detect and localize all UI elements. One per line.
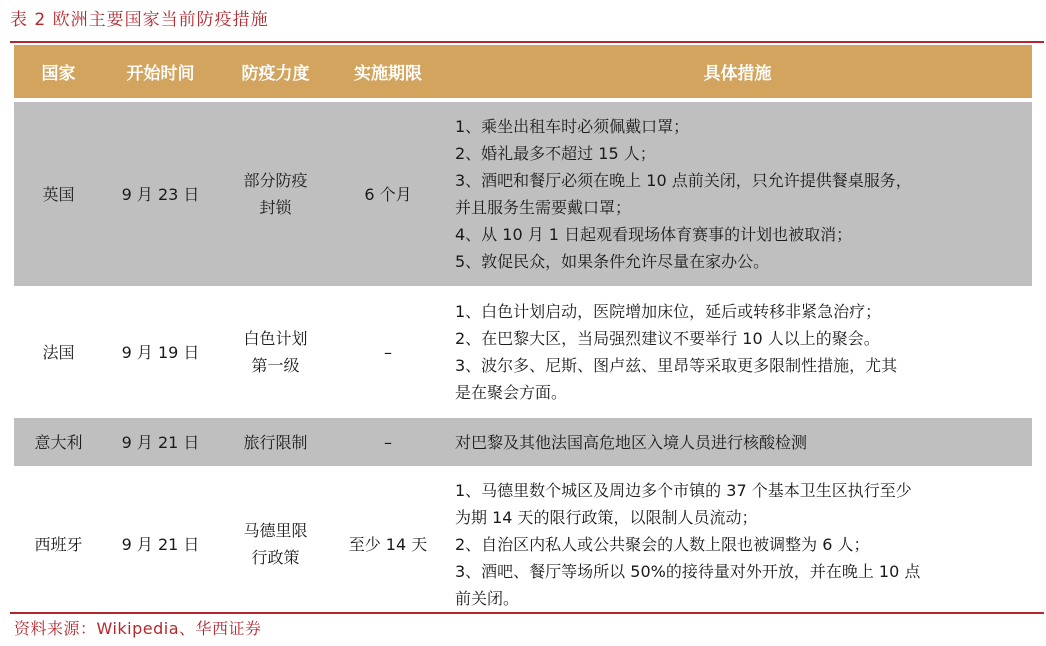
table-title: 表 2 欧洲主要国家当前防疫措施 [10,10,269,30]
cell-country: 法国 [42,342,75,362]
cell-period: 6 个月 [364,184,412,204]
header-level: 防疫力度 [241,64,310,84]
table-row [14,290,1032,414]
cell-country: 西班牙 [34,534,83,554]
cell-period: – [384,432,392,452]
cell-country: 意大利 [34,432,83,452]
cell-start: 9 月 21 日 [121,432,200,452]
table-row [14,418,1032,466]
source-note: 资料来源：Wikipedia、华西证券 [14,619,262,638]
cell-period: – [384,342,392,362]
header-start-time: 开始时间 [126,64,195,84]
cell-level: 白色计划 第一级 [243,329,308,375]
cell-measures: 1、马德里数个城区及周边多个市镇的 37 个基本卫生区执行至少 为期 14 天的限行政策，以限制人员流动； 2、自治区内私人或公共聚会的人数上限也被调整为 6 人； 3、酒吧、餐厅等场所以 50%的接待量对外开放，并在晚上 10 点 前关闭。 [455,480,921,608]
cell-level: 马德里限 行政策 [243,521,308,567]
cell-country: 英国 [42,184,75,204]
cell-start: 9 月 23 日 [121,184,200,204]
cell-measures: 对巴黎及其他法国高危地区入境人员进行核酸检测 [455,432,808,452]
table-row [14,470,1032,618]
header-measures: 具体措施 [703,64,772,84]
cell-period: 至少 14 天 [348,534,428,554]
cell-level: 部分防疫 封锁 [243,171,308,217]
table-row [14,102,1032,286]
title-divider [10,41,1044,43]
cell-start: 9 月 21 日 [121,534,200,554]
header-period: 实施期限 [354,64,422,84]
cell-level: 旅行限制 [243,432,308,452]
header-country: 国家 [41,64,76,84]
cell-measures: 1、乘坐出租车时必须佩戴口罩； 2、婚礼最多不超过 15 人； 3、酒吧和餐厅必须在晚上 10 点前关闭，只允许提供餐桌服务， 并且服务生需要戴口罩； 4、从 10 月 1 日起观看现场体育赛事的计划也被取消； 5、敦促民众，如果条件允许尽量在家办公。 [455,117,912,271]
cell-measures: 1、白色计划启动，医院增加床位，延后或转移非紧急治疗； 2、在巴黎大区，当局强烈建议不要举行 10 人以上的聚会。 3、波尔多、尼斯、图卢兹、里昂等采取更多限制性措施，尤其 是在聚会方面。 [455,302,898,402]
bottom-divider [10,612,1044,614]
table-header [14,45,1032,98]
measures-table [14,45,1032,618]
cell-start: 9 月 19 日 [121,342,200,362]
